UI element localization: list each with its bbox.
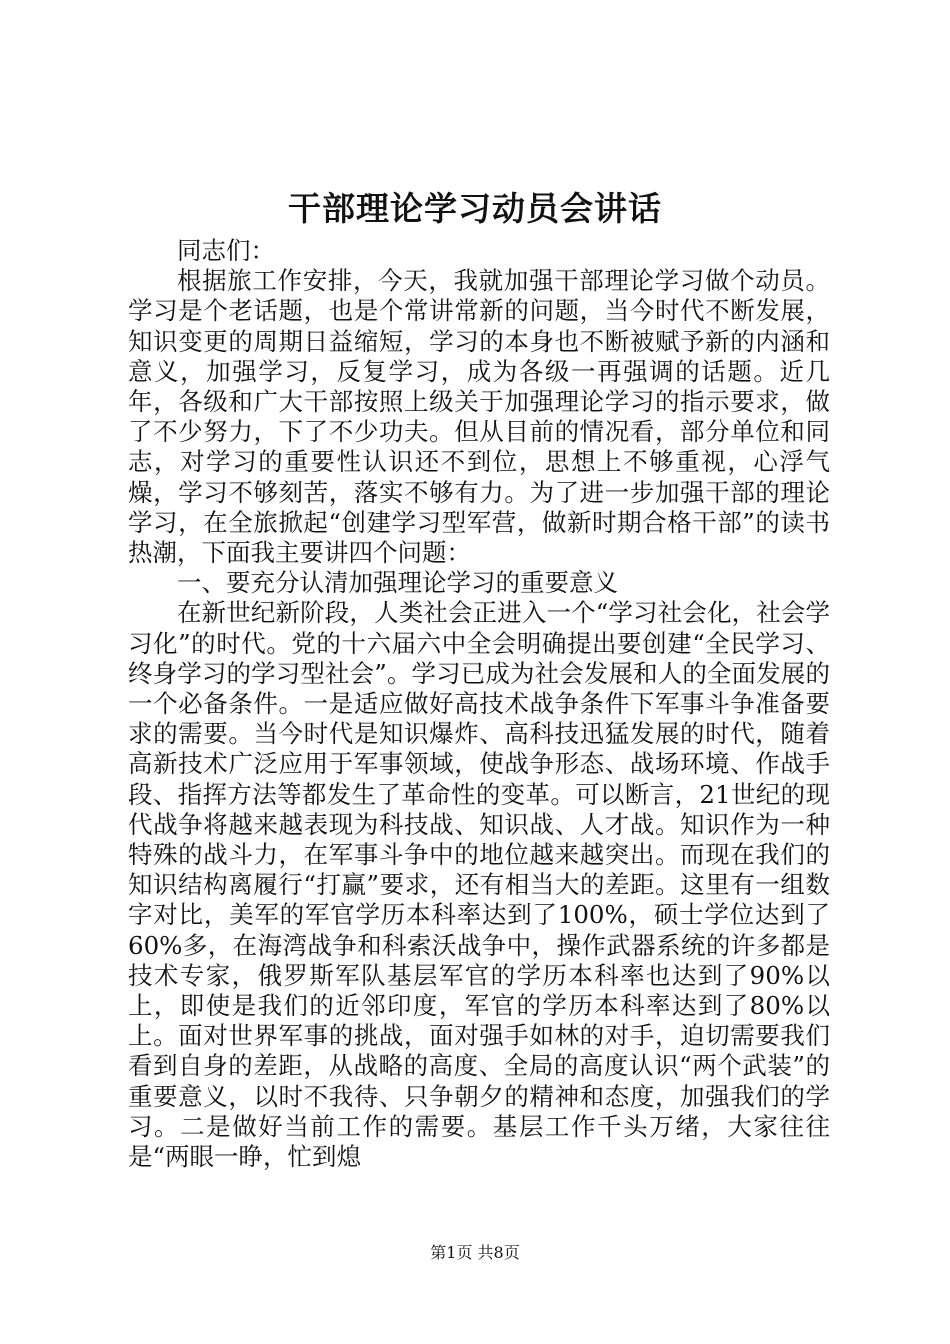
section-heading: 一、要充分认清加强理论学习的重要意义 bbox=[177, 568, 618, 598]
document-title: 干部理论学习动员会讲话 bbox=[288, 189, 662, 228]
intro-paragraph: 根据旅工作安排，今天，我就加强干部理论学习做个动员。学习是个老话题，也是个常讲常新的问题，当今时代不断发展，知识变更的周期日益缩短，学习的本身也不断被赋予新的内涵和意义，加强学习，反复学习，成为各级一再强调的话题。近几年，各级和广大干部按照上级关于加强理论学习的指示要求，做了不少努力，下了不少功夫。但从目前的情况看，部分单位和同志，对学习的重要性认识还不到位，思想上不够重视，心浮气燥，学习不够刻苦，落实不够有力。为了进一步加强干部的理论学习，在全旅掀起“创建学习型军营，做新时期合格干部”的读书热潮，下面我主要讲四个问题： bbox=[128, 266, 830, 568]
salutation: 同志们： bbox=[177, 236, 275, 265]
document-body bbox=[128, 236, 830, 1172]
page-number: 第1页 共8页 bbox=[430, 1243, 520, 1262]
body-paragraph: 在新世纪新阶段，人类社会正进入一个“学习社会化，社会学习化”的时代。党的十六届六中全会明确提出要创建“全民学习、终身学习的学习型社会”。学习已成为社会发展和人的全面发展的一个必备条件。一是适应做好高技术战争条件下军事斗争准备要求的需要。当今时代是知识爆炸、高科技迅猛发展的时代，随着高新技术广泛应用于军事领域，使战争形态、战场环境、作战手段、指挥方法等都发生了革命性的变革。可以断言，21世纪的现代战争将越来越表现为科技战、知识战、人才战。知识作为一种特殊的战斗力，在军事斗争中的地位越来越突出。而现在我们的知识结构离履行“打赢”要求，还有相当大的差距。这里有一组数字对比，美军的军官学历本科率达到了100%，硕士学位达到了60%多，在海湾战争和科索沃战争中，操作武器系统的许多都是技术专家，俄罗斯军队基层军官的学历本科率也达到了90%以上，即使是我们的近邻印度，军官的学历本科率达到了80%以上。面对世界军事的挑战，面对强手如林的对手，迫切需要我们看到自身的差距，从战略的高度、全局的高度认识“两个武装”的重要意义，以时不我待、只争朝夕的精神和态度，加强我们的学习。二是做好当前工作的需要。基层工作千头万绪，大家往往是“两眼一睁，忙到熄 bbox=[128, 598, 830, 1172]
